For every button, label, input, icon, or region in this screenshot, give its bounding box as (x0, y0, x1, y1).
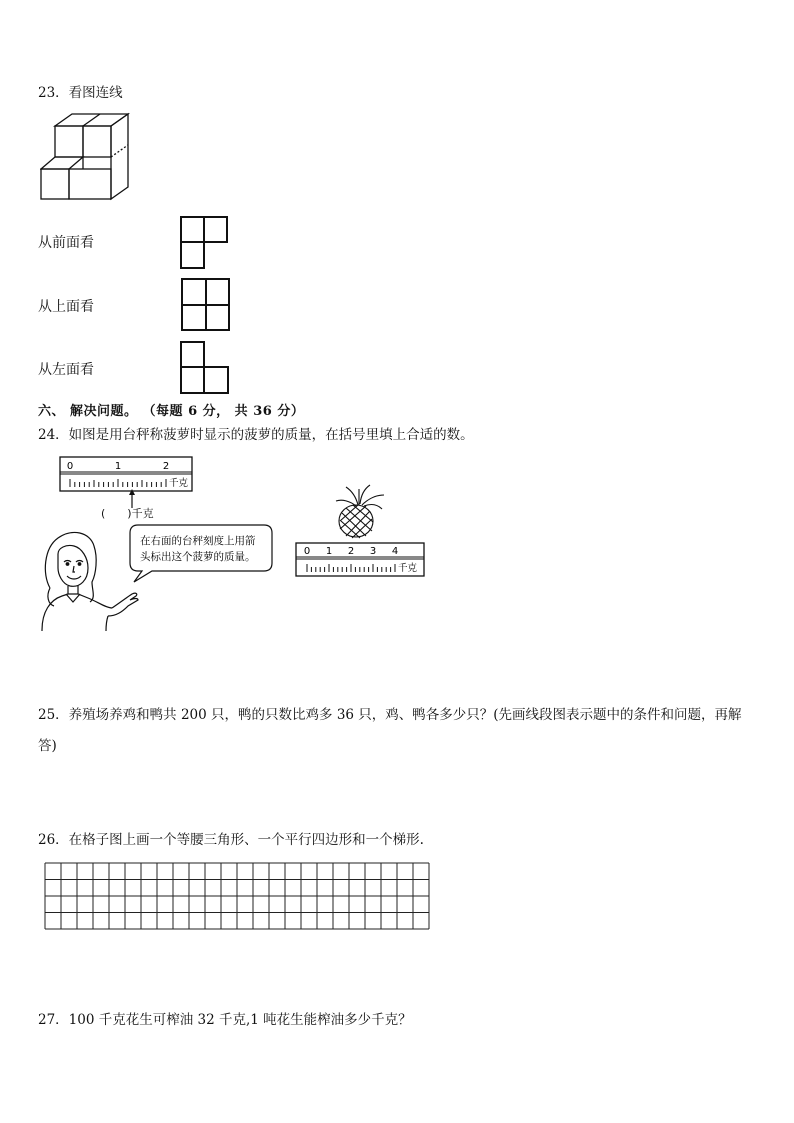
q27-title: 27．100 千克花生可榨油 32 千克,1 吨花生能榨油多少千克？ (38, 1012, 412, 1028)
q23-title: 23．看图连线 (38, 85, 123, 101)
view-label-left: 从左面看 (38, 362, 94, 378)
answer-blank: ( )千克 (101, 507, 154, 520)
view-label-top: 从上面看 (38, 299, 94, 315)
large-scale-tick-2: 2 (347, 546, 355, 557)
q25-line2: 答) (38, 738, 57, 754)
large-scale-unit: 千克 (398, 563, 418, 574)
section-six-heading: 六、 解决问题。 （每题 6 分， 共 36 分） (38, 404, 305, 419)
speech-text-line1: 在右面的台秤刻度上用箭 (140, 535, 256, 547)
q26-title: 26．在格子图上画一个等腰三角形、一个平行四边形和一个梯形. (38, 832, 424, 848)
small-scale-unit: 千克 (169, 478, 189, 489)
large-scale (294, 541, 426, 579)
drawing-grid[interactable] (44, 862, 434, 932)
small-scale-tick-0: 0 (66, 461, 74, 472)
pineapple-icon (332, 483, 388, 539)
large-scale-tick-0: 0 (303, 546, 311, 557)
small-scale-tick-1: 1 (114, 461, 122, 472)
large-scale-tick-4: 4 (391, 546, 399, 557)
cube-stack-figure (40, 110, 132, 204)
top-view-shape (180, 277, 232, 333)
view-label-front: 从前面看 (38, 235, 94, 251)
left-view-shape (179, 340, 231, 396)
large-scale-tick-1: 1 (325, 546, 333, 557)
small-scale (58, 455, 194, 495)
q24-title: 24．如图是用台秤称菠萝时显示的菠萝的质量，在括号里填上合适的数。 (38, 427, 474, 443)
speech-bubble (118, 522, 276, 584)
small-scale-tick-2: 2 (162, 461, 170, 472)
front-view-shape (179, 215, 231, 271)
q25-line1: 25．养殖场养鸡和鸭共 200 只，鸭的只数比鸡多 36 只，鸡、鸭各多少只？(先画线段图表示题中的条件和问题，再解 (38, 707, 742, 723)
large-scale-tick-3: 3 (369, 546, 377, 557)
speech-text-line2: 头标出这个菠萝的质量。 (140, 551, 256, 563)
